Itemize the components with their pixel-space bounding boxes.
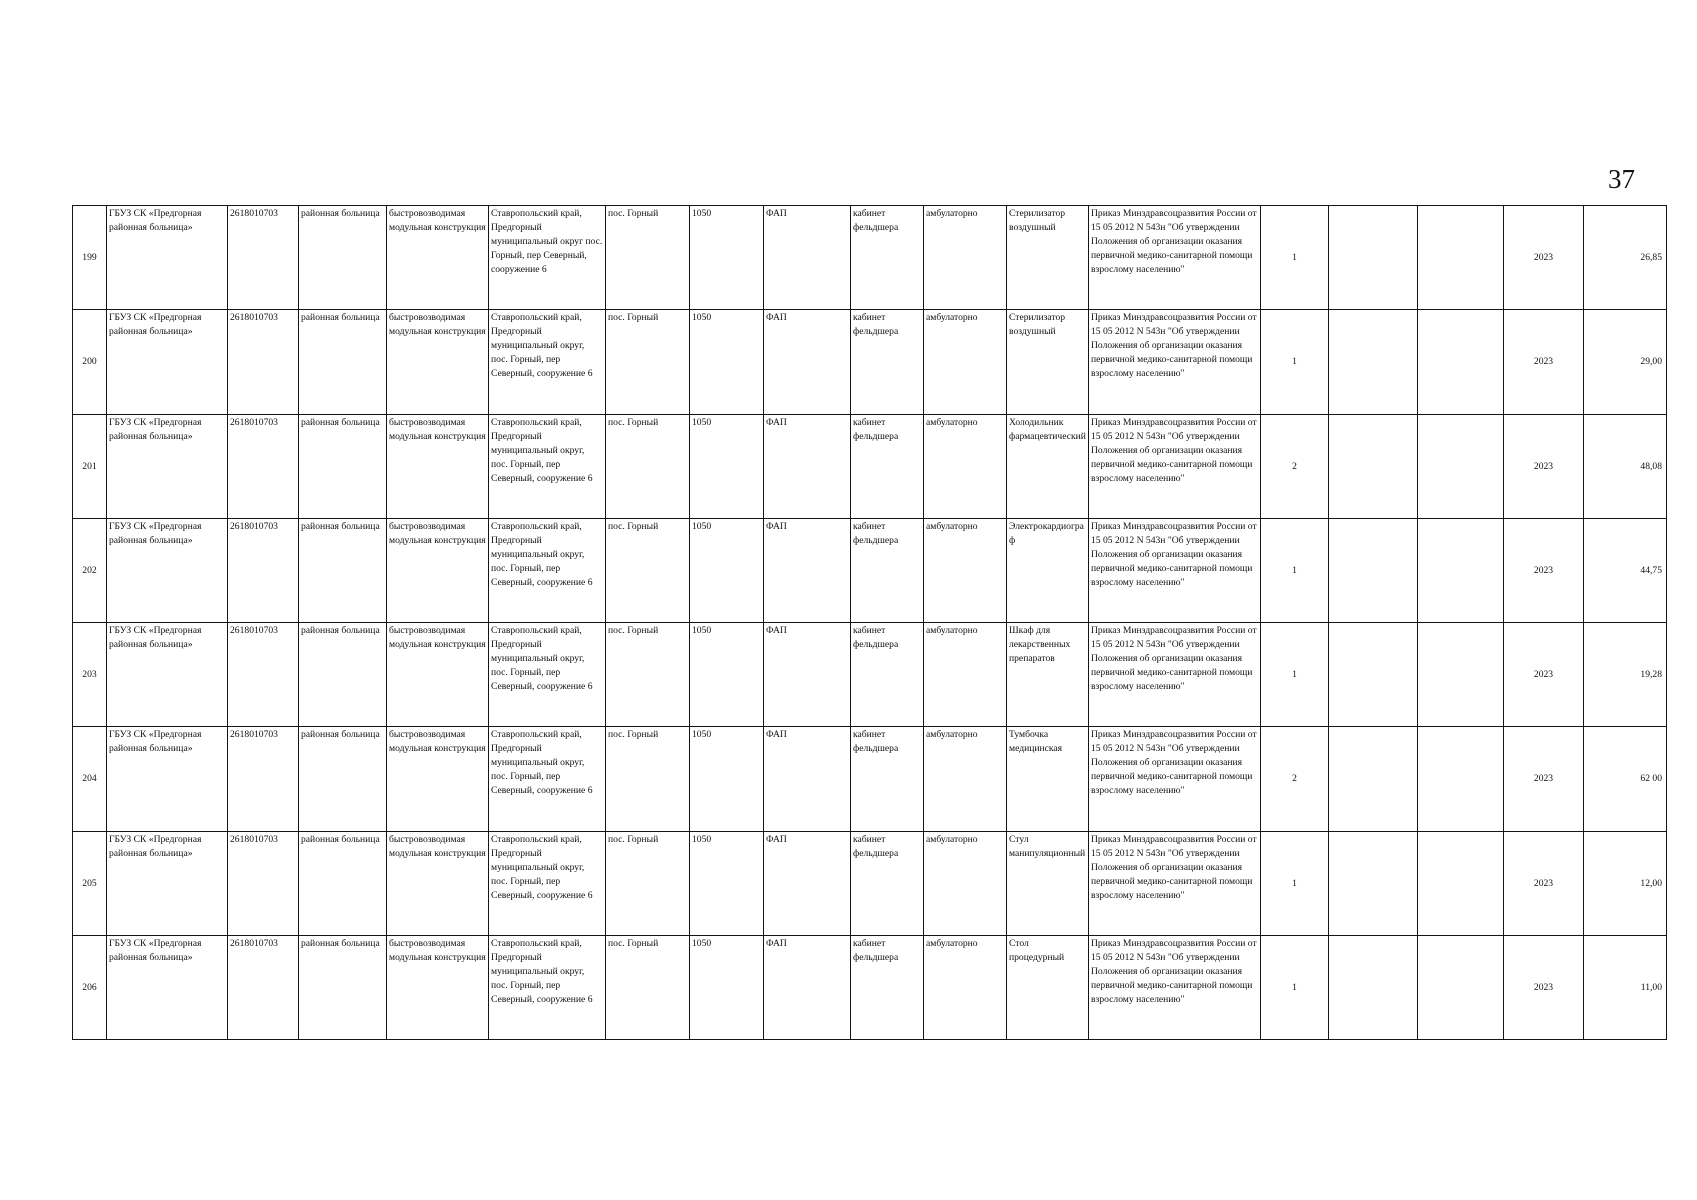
year-cell: 2023 (1504, 414, 1584, 518)
table-row (73, 310, 1667, 414)
inn-cell: 2618010703 (228, 414, 299, 518)
equipment-cell: Холодильник фармацевтический (1007, 414, 1089, 518)
inn-cell: 2618010703 (228, 935, 299, 1039)
facility-type-cell: районная больница (299, 518, 387, 622)
regulation-cell: Приказ Минздравсоцразвития России от 15 05 2012 N 543н "Об утверждении Положения об организации оказания первичной медико-санитарной помощи взрослому населению" (1089, 518, 1261, 622)
construction-cell: быстровозводимая модульная конструкция (387, 310, 489, 414)
empty-cell (1418, 727, 1504, 831)
year-cell: 2023 (1504, 623, 1584, 727)
table-body (73, 206, 1667, 1040)
quantity-cell: 2 (1261, 414, 1329, 518)
quantity-cell: 1 (1261, 935, 1329, 1039)
construction-cell: быстровозводимая модульная конструкция (387, 206, 489, 310)
row-number: 202 (73, 518, 107, 622)
inn-cell: 2618010703 (228, 206, 299, 310)
care-form-cell: амбулаторно (924, 935, 1007, 1039)
population-cell: 1050 (690, 206, 764, 310)
construction-cell: быстровозводимая модульная конструкция (387, 935, 489, 1039)
equipment-cell: Стул манипуляционный (1007, 831, 1089, 935)
construction-cell: быстровозводимая модульная конструкция (387, 831, 489, 935)
empty-cell (1418, 518, 1504, 622)
regulation-cell: Приказ Минздравсоцразвития России от 15 05 2012 N 543н "Об утверждении Положения об организации оказания первичной медико-санитарной помощи взрослому населению" (1089, 727, 1261, 831)
population-cell: 1050 (690, 518, 764, 622)
population-cell: 1050 (690, 310, 764, 414)
unit-cell: ФАП (764, 310, 851, 414)
equipment-cell: Шкаф для лекарственных препаратов (1007, 623, 1089, 727)
table-row (73, 727, 1667, 831)
inn-cell: 2618010703 (228, 518, 299, 622)
row-number: 201 (73, 414, 107, 518)
table-row (73, 935, 1667, 1039)
construction-cell: быстровозводимая модульная конструкция (387, 727, 489, 831)
address-cell: Ставропольский край, Предгорный муниципальный округ, пос. Горный, пер Северный, сооружение 6 (489, 727, 606, 831)
quantity-cell: 2 (1261, 727, 1329, 831)
empty-cell (1329, 414, 1418, 518)
population-cell: 1050 (690, 414, 764, 518)
institution-cell: ГБУЗ СК «Предгорная районная больница» (107, 206, 228, 310)
room-cell: кабинет фельдшера (851, 310, 924, 414)
inn-cell: 2618010703 (228, 727, 299, 831)
cost-cell: 26,85 (1584, 206, 1667, 310)
unit-cell: ФАП (764, 935, 851, 1039)
empty-cell (1418, 414, 1504, 518)
settlement-cell: пос. Горный (606, 727, 690, 831)
empty-cell (1418, 206, 1504, 310)
construction-cell: быстровозводимая модульная конструкция (387, 414, 489, 518)
cost-cell: 29,00 (1584, 310, 1667, 414)
empty-cell (1418, 623, 1504, 727)
quantity-cell: 1 (1261, 831, 1329, 935)
regulation-cell: Приказ Минздравсоцразвития России от 15 05 2012 N 543н "Об утверждении Положения об организации оказания первичной медико-санитарной помощи взрослому населению" (1089, 623, 1261, 727)
unit-cell: ФАП (764, 831, 851, 935)
settlement-cell: пос. Горный (606, 206, 690, 310)
regulation-cell: Приказ Минздравсоцразвития России от 15 05 2012 N 543н "Об утверждении Положения об организации оказания первичной медико-санитарной помощи взрослому населению" (1089, 414, 1261, 518)
equipment-table (72, 205, 1667, 1040)
room-cell: кабинет фельдшера (851, 414, 924, 518)
room-cell: кабинет фельдшера (851, 623, 924, 727)
care-form-cell: амбулаторно (924, 518, 1007, 622)
empty-cell (1329, 206, 1418, 310)
address-cell: Ставропольский край, Предгорный муниципальный округ, пос. Горный, пер Северный, сооружение 6 (489, 623, 606, 727)
year-cell: 2023 (1504, 518, 1584, 622)
facility-type-cell: районная больница (299, 831, 387, 935)
cost-cell: 62 00 (1584, 727, 1667, 831)
facility-type-cell: районная больница (299, 935, 387, 1039)
row-number: 205 (73, 831, 107, 935)
settlement-cell: пос. Горный (606, 623, 690, 727)
quantity-cell: 1 (1261, 206, 1329, 310)
quantity-cell: 1 (1261, 310, 1329, 414)
inn-cell: 2618010703 (228, 623, 299, 727)
cost-cell: 48,08 (1584, 414, 1667, 518)
care-form-cell: амбулаторно (924, 206, 1007, 310)
unit-cell: ФАП (764, 518, 851, 622)
row-number: 199 (73, 206, 107, 310)
institution-cell: ГБУЗ СК «Предгорная районная больница» (107, 623, 228, 727)
unit-cell: ФАП (764, 414, 851, 518)
year-cell: 2023 (1504, 206, 1584, 310)
institution-cell: ГБУЗ СК «Предгорная районная больница» (107, 310, 228, 414)
inn-cell: 2618010703 (228, 831, 299, 935)
address-cell: Ставропольский край, Предгорный муниципальный округ, пос. Горный, пер Северный, сооружение 6 (489, 935, 606, 1039)
institution-cell: ГБУЗ СК «Предгорная районная больница» (107, 727, 228, 831)
equipment-cell: Стерилизатор воздушный (1007, 206, 1089, 310)
row-number: 204 (73, 727, 107, 831)
equipment-cell: Тумбочка медицинская (1007, 727, 1089, 831)
unit-cell: ФАП (764, 727, 851, 831)
care-form-cell: амбулаторно (924, 831, 1007, 935)
year-cell: 2023 (1504, 935, 1584, 1039)
row-number: 200 (73, 310, 107, 414)
equipment-cell: Стерилизатор воздушный (1007, 310, 1089, 414)
unit-cell: ФАП (764, 206, 851, 310)
row-number: 203 (73, 623, 107, 727)
room-cell: кабинет фельдшера (851, 206, 924, 310)
settlement-cell: пос. Горный (606, 414, 690, 518)
cost-cell: 44,75 (1584, 518, 1667, 622)
institution-cell: ГБУЗ СК «Предгорная районная больница» (107, 414, 228, 518)
address-cell: Ставропольский край, Предгорный муниципальный округ, пос. Горный, пер Северный, сооружение 6 (489, 518, 606, 622)
regulation-cell: Приказ Минздравсоцразвития России от 15 05 2012 N 543н "Об утверждении Положения об организации оказания первичной медико-санитарной помощи взрослому населению" (1089, 206, 1261, 310)
equipment-cell: Стол процедурный (1007, 935, 1089, 1039)
inn-cell: 2618010703 (228, 310, 299, 414)
institution-cell: ГБУЗ СК «Предгорная районная больница» (107, 518, 228, 622)
empty-cell (1418, 935, 1504, 1039)
settlement-cell: пос. Горный (606, 831, 690, 935)
settlement-cell: пос. Горный (606, 310, 690, 414)
institution-cell: ГБУЗ СК «Предгорная районная больница» (107, 831, 228, 935)
facility-type-cell: районная больница (299, 414, 387, 518)
regulation-cell: Приказ Минздравсоцразвития России от 15 05 2012 N 543н "Об утверждении Положения об организации оказания первичной медико-санитарной помощи взрослому населению" (1089, 831, 1261, 935)
room-cell: кабинет фельдшера (851, 518, 924, 622)
page-number: 37 (1608, 164, 1635, 194)
empty-cell (1329, 831, 1418, 935)
year-cell: 2023 (1504, 727, 1584, 831)
empty-cell (1418, 831, 1504, 935)
regulation-cell: Приказ Минздравсоцразвития России от 15 05 2012 N 543н "Об утверждении Положения об организации оказания первичной медико-санитарной помощи взрослому населению" (1089, 935, 1261, 1039)
row-number: 206 (73, 935, 107, 1039)
room-cell: кабинет фельдшера (851, 831, 924, 935)
address-cell: Ставропольский край, Предгорный муниципальный округ, пос. Горный, пер Северный, сооружение 6 (489, 831, 606, 935)
population-cell: 1050 (690, 935, 764, 1039)
facility-type-cell: районная больница (299, 206, 387, 310)
empty-cell (1329, 310, 1418, 414)
table-row (73, 518, 1667, 622)
year-cell: 2023 (1504, 831, 1584, 935)
table-row (73, 206, 1667, 310)
year-cell: 2023 (1504, 310, 1584, 414)
cost-cell: 19,28 (1584, 623, 1667, 727)
empty-cell (1418, 310, 1504, 414)
care-form-cell: амбулаторно (924, 727, 1007, 831)
empty-cell (1329, 518, 1418, 622)
unit-cell: ФАП (764, 623, 851, 727)
regulation-cell: Приказ Минздравсоцразвития России от 15 05 2012 N 543н "Об утверждении Положения об организации оказания первичной медико-санитарной помощи взрослому населению" (1089, 310, 1261, 414)
settlement-cell: пос. Горный (606, 518, 690, 622)
facility-type-cell: районная больница (299, 727, 387, 831)
table-row (73, 414, 1667, 518)
equipment-cell: Электрокардиограф (1007, 518, 1089, 622)
room-cell: кабинет фельдшера (851, 935, 924, 1039)
empty-cell (1329, 623, 1418, 727)
address-cell: Ставропольский край, Предгорный муниципальный округ, пос. Горный, пер Северный, сооружение 6 (489, 414, 606, 518)
construction-cell: быстровозводимая модульная конструкция (387, 623, 489, 727)
table-row (73, 623, 1667, 727)
cost-cell: 11,00 (1584, 935, 1667, 1039)
table-row (73, 831, 1667, 935)
room-cell: кабинет фельдшера (851, 727, 924, 831)
cost-cell: 12,00 (1584, 831, 1667, 935)
institution-cell: ГБУЗ СК «Предгорная районная больница» (107, 935, 228, 1039)
population-cell: 1050 (690, 831, 764, 935)
quantity-cell: 1 (1261, 518, 1329, 622)
care-form-cell: амбулаторно (924, 623, 1007, 727)
empty-cell (1329, 727, 1418, 831)
settlement-cell: пос. Горный (606, 935, 690, 1039)
care-form-cell: амбулаторно (924, 310, 1007, 414)
address-cell: Ставропольский край, Предгорный муниципальный округ пос. Горный, пер Северный, сооружение 6 (489, 206, 606, 310)
facility-type-cell: районная больница (299, 623, 387, 727)
empty-cell (1329, 935, 1418, 1039)
facility-type-cell: районная больница (299, 310, 387, 414)
address-cell: Ставропольский край, Предгорный муниципальный округ, пос. Горный, пер Северный, сооружение 6 (489, 310, 606, 414)
quantity-cell: 1 (1261, 623, 1329, 727)
construction-cell: быстровозводимая модульная конструкция (387, 518, 489, 622)
population-cell: 1050 (690, 623, 764, 727)
care-form-cell: амбулаторно (924, 414, 1007, 518)
population-cell: 1050 (690, 727, 764, 831)
